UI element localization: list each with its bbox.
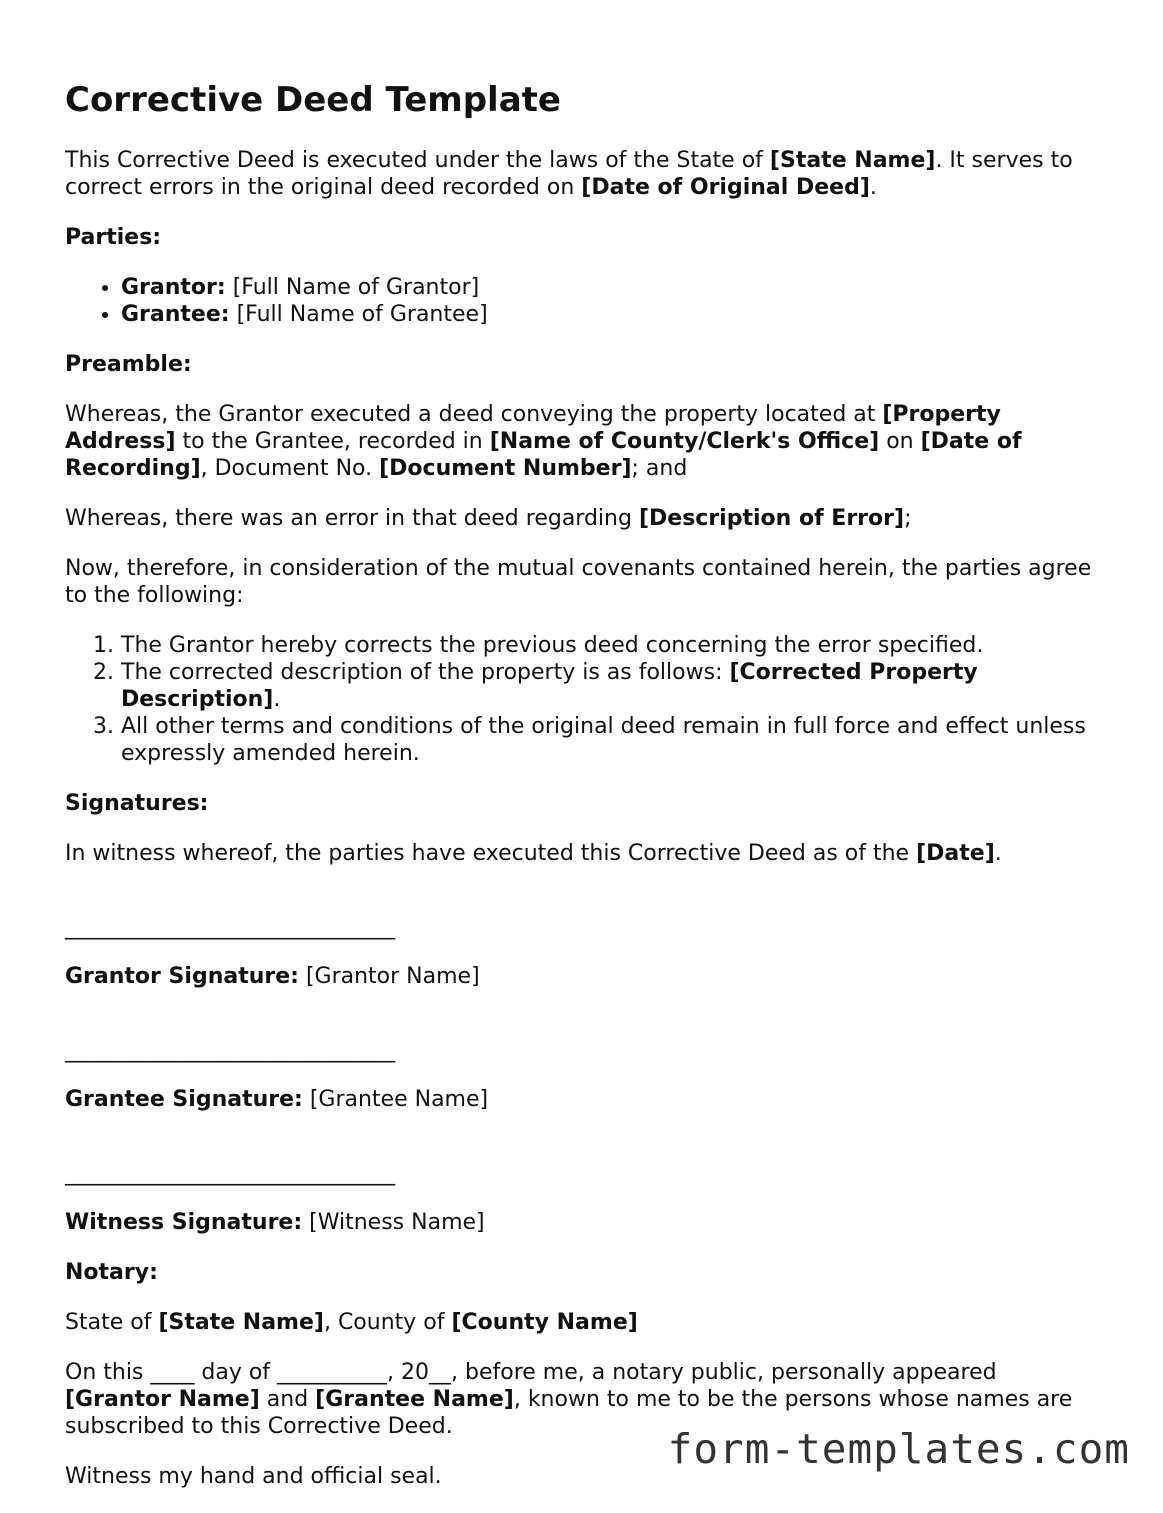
intro-paragraph: This Corrective Deed is executed under the laws of the State of [State Name]. It serves to correct errors in the original deed recorded on [Date of Original Deed]. xyxy=(65,148,1073,200)
preamble-paragraph-2: Whereas, there was an error in that deed regarding [Description of Error]; xyxy=(65,506,912,531)
list-item: 3. All other terms and conditions of the original deed remain in full force and effect unless expressly amended herein. xyxy=(121,713,1095,767)
preamble-paragraph-3: Now, therefore, in consideration of the mutual covenants contained herein, the parties agree to the following: xyxy=(65,556,1092,608)
witness-signature: Witness Signature: [Witness Name] xyxy=(65,1210,485,1235)
preamble-heading: Preamble: xyxy=(65,352,192,377)
parties-heading: Parties: xyxy=(65,225,162,250)
notary-paragraph: On this ____ day of __________, 20__, before me, a notary public, personally appeared [Grantor Name] and [Grantee Name], known to me to be the persons whose names are subscribed to this Corrective Deed. xyxy=(65,1360,1073,1439)
original-deed-date-placeholder: [Date of Original Deed] xyxy=(581,175,870,200)
notary-closing: Witness my hand and official seal. xyxy=(65,1464,442,1489)
witness-statement: In witness whereof, the parties have executed this Corrective Deed as of the [Date]. xyxy=(65,841,1002,866)
list-item: 2. The corrected description of the property is as follows: [Corrected Property Description]. xyxy=(121,659,1095,713)
list-item: • Grantor: [Full Name of Grantor] xyxy=(121,274,1095,301)
signatures-heading: Signatures: xyxy=(65,791,209,816)
witness-signature-line: ______________________________ xyxy=(65,1161,395,1186)
state-name-placeholder: [State Name] xyxy=(769,148,936,173)
preamble-paragraph-1: Whereas, the Grantor executed a deed conveying the property located at [Property Address] to the Grantee, recorded in [Name of County/Clerk's Office] on [Date of Recording], Document No. [Document Number]; and xyxy=(65,402,1022,481)
notary-heading: Notary: xyxy=(65,1260,158,1285)
parties-list xyxy=(65,274,1095,328)
watermark-logo: form-templates.com xyxy=(667,1425,1130,1473)
terms-list xyxy=(65,632,1095,767)
notary-state-county: State of [State Name], County of [County Name] xyxy=(65,1310,638,1335)
page-title: Corrective Deed Template xyxy=(65,80,561,120)
document-page xyxy=(65,78,1095,1513)
grantor-signature-line: ______________________________ xyxy=(65,915,395,940)
list-item: • Grantee: [Full Name of Grantee] xyxy=(121,301,1095,328)
grantee-signature: Grantee Signature: [Grantee Name] xyxy=(65,1087,489,1112)
grantor-signature: Grantor Signature: [Grantor Name] xyxy=(65,964,480,989)
list-item: 1. The Grantor hereby corrects the previous deed concerning the error specified. xyxy=(121,632,1095,659)
grantee-signature-line: ______________________________ xyxy=(65,1038,395,1063)
